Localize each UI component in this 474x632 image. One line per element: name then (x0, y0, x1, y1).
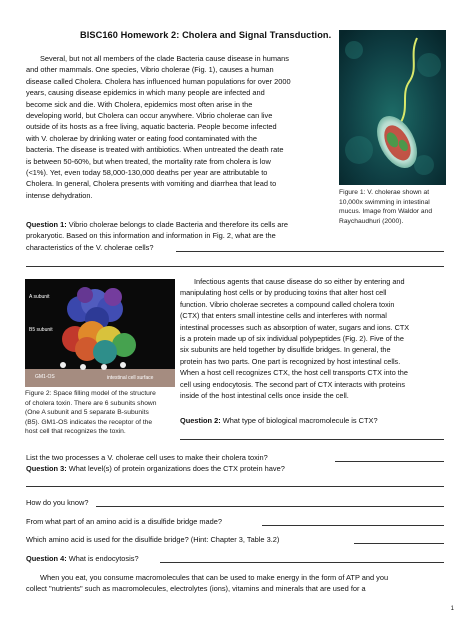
caption-line: Figure 1: V. cholerae shown at (339, 189, 430, 196)
figure-2-caption (25, 389, 177, 437)
closing-paragraph (26, 572, 456, 595)
answer-line[interactable] (176, 251, 444, 252)
toxin-line: inside of the host intestinal cells once inside the cell. (180, 391, 349, 401)
toxin-line: protein has two parts. One part is recognized by host intestinal cells. (180, 356, 401, 366)
intro-line: developing world, but Cholera can occur anywhere. Vibrio cholerae can live (26, 111, 273, 121)
answer-line[interactable] (262, 525, 444, 526)
fig2-a-subunit-label: A subunit (29, 294, 50, 300)
intro-line: years, causing disease epidemics in which many people are infected and (26, 88, 265, 98)
intro-line: Cholera. In general, Cholera presents with vomiting and diarrhea that lead to (26, 179, 277, 189)
caption-line: (B5). GM1-OS indicates the receptor of the (25, 418, 153, 426)
how-know-text: How do you know? (26, 498, 89, 507)
answer-line[interactable] (26, 486, 444, 487)
toxin-line: intestinal processes such as absorption of water, sugars and ions. CTX (180, 322, 410, 332)
question-1-text: prokaryotic. Based on this information and information in Fig. 2, what are the (26, 231, 276, 241)
how-know-question (26, 497, 88, 508)
question-3 (26, 463, 426, 474)
answer-line[interactable] (335, 461, 444, 462)
caption-line: of cholera toxin. There are 6 subunits shown (25, 399, 157, 407)
answer-line[interactable] (180, 439, 444, 440)
intro-line: become sick and die. With Cholera, epidemics most often arise in the (26, 99, 253, 109)
toxin-line: When a host cell recognizes CTX, the host cell transports CTX into the (180, 368, 408, 378)
toxin-paragraph (180, 276, 450, 401)
intro-line: with V. cholerae by drinking water or eating food contaminated with the (26, 133, 258, 143)
fig2-b-subunit-label: B5 subunit (29, 327, 53, 333)
caption-line: (One A subunit and 5 separate B-subunits (25, 409, 149, 417)
intro-line: (<1%). Yet, even today 58,000-130,000 deaths per year are attributable to (26, 168, 268, 178)
toxin-line: cell using endocytosis. The second part of CTX interacts with proteins (180, 379, 405, 389)
intro-line: disease called Cholera. Cholera has influenced human populations for over 2000 (26, 76, 291, 86)
figure-1-caption (339, 188, 464, 226)
question-1-text: characteristics of the V. cholerae cells? (26, 242, 154, 252)
caption-line: Figure 2: Space filling model of the structure (25, 390, 156, 397)
toxin-line: manipulating host cells or by producing toxins that alter host cell (180, 288, 387, 298)
intro-line: is between 50-60%, but when treated, the mortality rate from cholera is low (26, 156, 271, 166)
question-3-label: Question 3: (26, 464, 67, 473)
intro-line: intense dehydration. (26, 190, 93, 200)
caption-line: Raychaudhuri (2000). (339, 217, 404, 225)
question-1-label: Question 1: (26, 220, 67, 229)
intro-line: and other mammals. One species, Vibrio cholerae (Fig. 1), causes a human (26, 65, 274, 75)
answer-line[interactable] (354, 543, 444, 544)
caption-line: host cell that recognizes the toxin. (25, 428, 126, 436)
question-2-text: What type of biological macromolecule is CTX? (222, 416, 378, 425)
question-2-label: Question 2: (180, 416, 221, 425)
answer-line[interactable] (26, 266, 444, 267)
list-processes-question (26, 452, 346, 463)
answer-line[interactable] (160, 562, 444, 563)
question-4 (26, 553, 139, 564)
disulfide-part-text: From what part of an amino acid is a disulfide bridge made? (26, 517, 222, 526)
page-number: 1 (450, 606, 454, 612)
fig2-gm1-label: GM1-OS (35, 374, 55, 380)
closing-line: When you eat, you consume macromolecules that can be used to make energy in the form of ATP and you (40, 573, 389, 582)
question-4-text: What is endocytosis? (68, 554, 139, 563)
intro-line: Several, but not all members of the clade Bacteria cause disease in humans (40, 54, 289, 63)
answer-line[interactable] (96, 506, 444, 507)
question-1-text: Vibrio cholerae belongs to clade Bacteria and therefore its cells are (68, 220, 288, 229)
intro-line: bacteria. The disease is treated with antibiotics. When untreated the death rate (26, 145, 284, 155)
cholera-toxin-image (25, 279, 175, 387)
fig2-surface-label: intestinal cell surface (107, 375, 154, 381)
caption-line: 10,000x swimming in intestinal (339, 198, 430, 206)
toxin-line: six subunits are held together by disulfide bridges. In general, the (180, 345, 391, 355)
vibrio-cholerae-image (339, 30, 446, 185)
question-2 (180, 415, 450, 426)
intro-line: outside of its hosts as a free living, aquatic bacteria. People become infected (26, 122, 277, 132)
closing-line: collect "nutrients" such as macromolecules, electrolytes (ions), vitamins and minerals that are used for a (26, 584, 366, 594)
amino-acid-question (26, 534, 279, 545)
question-4-label: Question 4: (26, 554, 67, 563)
toxin-line: function. Vibrio cholerae secretes a compound called cholera toxin (180, 299, 395, 309)
question-1 (26, 219, 336, 253)
question-3-text: What level(s) of protein organizations does the CTX protein have? (68, 464, 285, 473)
caption-line: mucus. Image from Waldor and (339, 208, 433, 216)
page-title: BISC160 Homework 2: Cholera and Signal Transduction. (80, 30, 332, 40)
disulfide-part-question (26, 516, 222, 527)
toxin-line: (CTX) that enters small intestine cells and interferes with normal (180, 311, 387, 321)
toxin-line: Infectious agents that cause disease do so either by entering and (194, 277, 405, 286)
list-processes-text: List the two processes a V. cholerae cell uses to make their cholera toxin? (26, 453, 268, 462)
amino-acid-text: Which amino acid is used for the disulfide bridge? (Hint: Chapter 3, Table 3.2) (26, 535, 280, 544)
toxin-line: is a protein made up of six individual polypeptides (Fig. 2). Five of the (180, 334, 404, 344)
intro-paragraph (26, 53, 336, 201)
